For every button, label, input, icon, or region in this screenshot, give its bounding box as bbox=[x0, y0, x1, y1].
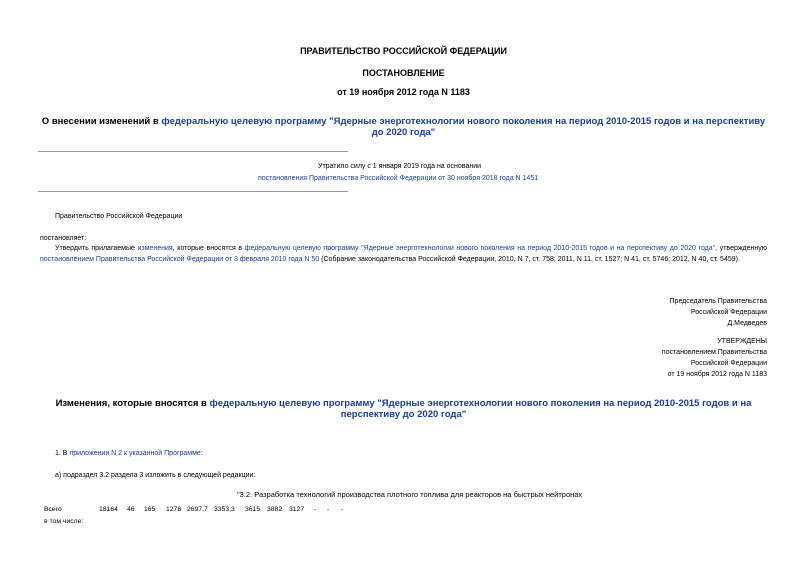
p1-text-d: (Собрание законодательства Российской Федерации, 2010, N 7, ст. 758; 2011, N 11, ст. 1527; N 41, ст. 5746; 2012, N 40, ст. 5459). bbox=[319, 256, 740, 263]
approval-line: УТВЕРЖДЕНЫ bbox=[717, 338, 767, 345]
table-cell: 2697,7 bbox=[187, 506, 208, 513]
table-cell: 18164 bbox=[99, 506, 118, 513]
section-quote: "3.2. Разработка технологий производства плотного топлива для реакторов на быстрых нейтронах bbox=[237, 490, 583, 499]
signature-name: Д.Медведев bbox=[727, 320, 767, 327]
decrees-text: постановляет: bbox=[40, 235, 87, 242]
resolution-paragraph bbox=[40, 243, 767, 265]
changes-title bbox=[40, 398, 767, 420]
divider-top bbox=[38, 151, 348, 152]
signature-line: Председатель Правительства bbox=[669, 298, 767, 305]
table-cell: - bbox=[341, 506, 344, 513]
table-cell: 46 bbox=[127, 506, 135, 513]
item-1-suffix: : bbox=[200, 450, 203, 457]
approval-line: от 19 ноября 2012 года N 1183 bbox=[667, 371, 767, 378]
including-label: в том числе: bbox=[44, 518, 84, 525]
table-cell: 3615 bbox=[245, 506, 261, 513]
row-label: Всего bbox=[44, 506, 62, 513]
item-1-prefix: 1. В bbox=[55, 450, 70, 457]
divider-bottom bbox=[38, 191, 348, 192]
government-name: ПРАВИТЕЛЬСТВО РОССИЙСКОЙ ФЕДЕРАЦИИ bbox=[300, 46, 507, 56]
p1-text-a: Утвердить прилагаемые bbox=[55, 245, 138, 252]
expired-link[interactable]: постановления Правительства Российской Федерации от 30 ноября 2018 года N 1451 bbox=[258, 175, 539, 182]
approval-line: постановлением Правительства bbox=[661, 349, 767, 356]
table-cell: 1278 bbox=[166, 506, 182, 513]
program-link-3[interactable]: федеральную целевую программу "Ядерные энерготехнологии нового поколения на период 2010-2015 годов и на перспективу до 2020 года" bbox=[209, 398, 752, 420]
approval-block bbox=[662, 336, 767, 380]
item-1 bbox=[55, 448, 203, 459]
table-cell: 3353,3 bbox=[214, 506, 235, 513]
document-date-number: от 19 ноября 2012 года N 1183 bbox=[337, 87, 470, 97]
p1-text-b: , которые вносятся в bbox=[172, 245, 245, 252]
signature-block bbox=[670, 296, 767, 329]
document-type: ПОСТАНОВЛЕНИЕ bbox=[362, 68, 445, 78]
document-title bbox=[40, 116, 767, 138]
expired-line: Утратило силу с 1 января 2019 года на основании bbox=[318, 163, 482, 170]
table-cell: 3127 bbox=[289, 506, 305, 513]
table-cell: 3882 bbox=[267, 506, 283, 513]
changes-link[interactable]: изменения bbox=[137, 245, 173, 252]
decree-50-link[interactable]: постановлением Правительства Российской Федерации от 3 февраля 2010 года N 50 bbox=[40, 256, 320, 263]
program-link[interactable]: федеральную целевую программу "Ядерные энерготехнологии нового поколения на период 2010-2015 годов и на перспективу до 2020 года" bbox=[161, 116, 766, 138]
signature-line: Российской Федерации bbox=[690, 309, 767, 316]
program-link-2[interactable]: федеральную целевую программу "Ядерные энерготехнологии нового поколения на период 2010-2015 годов и на перспективу до 2020 года" bbox=[244, 245, 716, 252]
gov-rf-text: Правительство Российской Федерации bbox=[55, 213, 183, 220]
table-cell: - bbox=[327, 506, 330, 513]
table-cell: - bbox=[314, 506, 317, 513]
changes-title-prefix: Изменения, которые вносятся в bbox=[55, 398, 210, 409]
p1-text-c: , утвержденную bbox=[715, 245, 767, 252]
approval-line: Российской Федерации bbox=[690, 360, 767, 367]
appendix-link[interactable]: приложении N 2 к указанной Программе bbox=[69, 450, 201, 457]
item-2: а) подраздел 3.2 раздела 3 изложить в следующей редакции: bbox=[55, 472, 256, 479]
table-cell: 165 bbox=[144, 506, 156, 513]
title-prefix: О внесении изменений в bbox=[41, 116, 162, 127]
table-row bbox=[0, 506, 807, 516]
